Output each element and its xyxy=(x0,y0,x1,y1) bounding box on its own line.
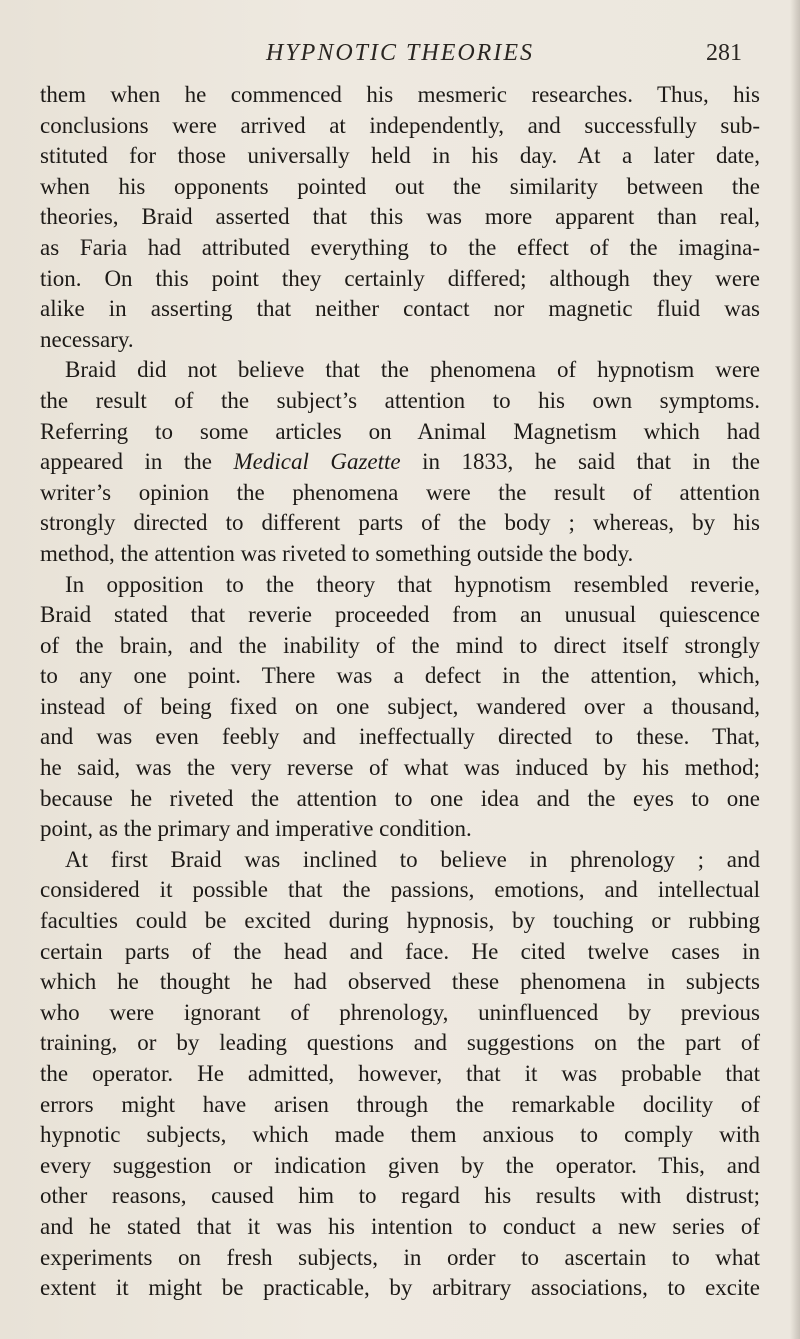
text-line: them when he commenced his mesmeric researches. Thus, his xyxy=(40,82,760,107)
text-line: method, the attention was riveted to something outside the body. xyxy=(40,540,634,566)
text-line: the operator. He admitted, however, that it was probable that xyxy=(40,1061,760,1086)
text-line: tion. On this point they certainly differed; although they were xyxy=(40,265,760,291)
text-line: theories, Braid asserted that this was more apparent than real, xyxy=(40,204,760,230)
text-line: he said, was the very reverse of what was induced by his method; xyxy=(40,755,760,781)
page-edge-shadow xyxy=(790,0,800,1339)
text-line: experiments on fresh subjects, in order to ascertain to what xyxy=(40,1244,760,1270)
text-line: stituted for those universally held in his day. At a later date, xyxy=(40,143,760,169)
text-line: extent it might be practicable, by arbitrary associations, to excite xyxy=(40,1275,760,1301)
text-line: and was even feebly and ineffectually directed to these. That, xyxy=(40,724,760,750)
text-line: as Faria had attributed everything to the effect of the imagina- xyxy=(40,234,760,260)
text-line: appeared in the Medical Gazette in 1833, he said that in the xyxy=(40,449,760,475)
page-number: 281 xyxy=(706,40,742,66)
text-line: In opposition to the theory that hypnotism resembled reverie, xyxy=(65,571,760,597)
text-line: which he thought he had observed these phenomena in subjects xyxy=(40,969,760,995)
text-line: faculties could be excited during hypnosis, by touching or rubbing xyxy=(40,908,760,934)
text-line: Braid did not believe that the phenomena of hypnotism were xyxy=(65,357,760,383)
text-line: writer’s opinion the phenomena were the result of attention xyxy=(40,479,760,505)
text-line: other reasons, caused him to regard his results with distrust; xyxy=(40,1183,760,1209)
text-line: strongly directed to different parts of the body ; whereas, by his xyxy=(40,510,760,536)
text-line: Referring to some articles on Animal Magnetism which had xyxy=(40,418,760,444)
text-line: point, as the primary and imperative condition. xyxy=(40,816,472,842)
text-line: every suggestion or indication given by the operator. This, and xyxy=(40,1152,760,1178)
text-line: errors might have arisen through the remarkable docility of xyxy=(40,1091,760,1117)
page-header xyxy=(0,40,800,80)
text-line: when his opponents pointed out the similarity between the xyxy=(40,173,760,199)
text-line: Braid stated that reverie proceeded from an unusual quiescence xyxy=(40,602,760,628)
text-line: to any one point. There was a defect in the attention, which, xyxy=(40,663,760,689)
text-line: instead of being fixed on one subject, wandered over a thousand, xyxy=(40,693,760,719)
journal-title: Medical Gazette xyxy=(233,449,401,475)
text-line: hypnotic subjects, which made them anxious to comply with xyxy=(40,1122,760,1148)
body-text xyxy=(40,80,760,1304)
text-line: the result of the subject’s attention to his own symptoms. xyxy=(40,387,760,413)
text-line: training, or by leading questions and suggestions on the part of xyxy=(40,1030,760,1056)
running-head: HYPNOTIC THEORIES xyxy=(265,40,534,66)
text-line: because he riveted the attention to one idea and the eyes to one xyxy=(40,785,760,811)
text-line: conclusions were arrived at independently, and successfully sub- xyxy=(40,112,760,138)
text-line: At first Braid was inclined to believe in phrenology ; and xyxy=(65,846,760,872)
text-line: necessary. xyxy=(40,326,134,352)
text-line: alike in asserting that neither contact nor magnetic fluid was xyxy=(40,296,760,322)
text-line: considered it possible that the passions, emotions, and intellectual xyxy=(40,877,760,903)
text-line: certain parts of the head and face. He cited twelve cases in xyxy=(40,938,760,964)
text-line: of the brain, and the inability of the mind to direct itself strongly xyxy=(40,632,760,658)
text-line: who were ignorant of phrenology, uninfluenced by previous xyxy=(40,999,760,1025)
text-line: and he stated that it was his intention to conduct a new series of xyxy=(40,1213,760,1239)
